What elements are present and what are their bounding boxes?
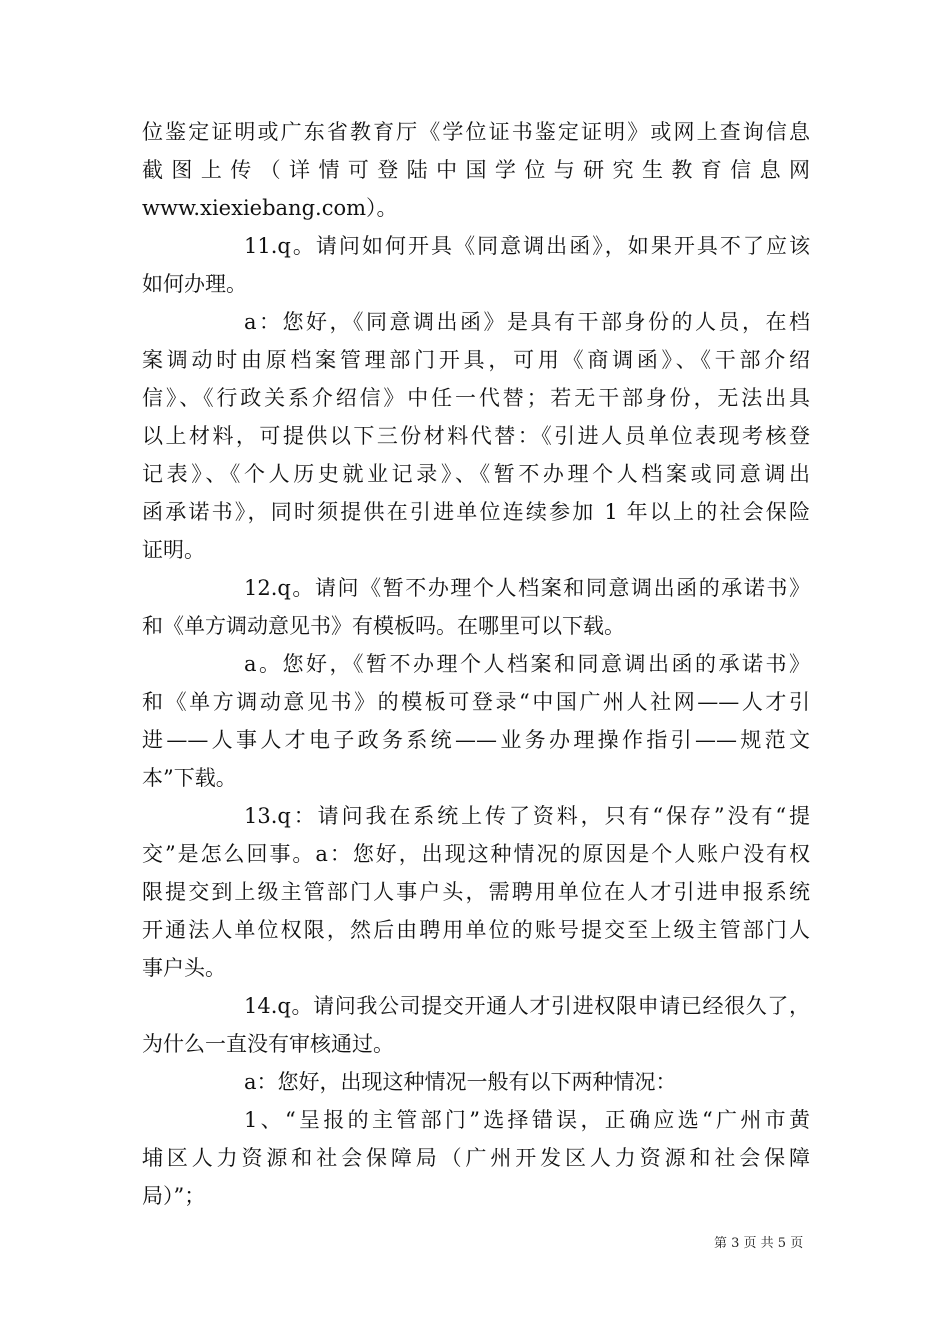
text-line: 位鉴定证明或广东省教育厅《学位证书鉴定证明》或网上查询信息 <box>142 120 810 144</box>
text-line: 12.q。请问《暂不办理个人档案和同意调出函的承诺书》 <box>244 576 810 600</box>
paragraph-answer-11 <box>142 303 810 569</box>
text-line: 进——人事人才电子政务系统——业务办理操作指引——规范文 <box>142 728 810 752</box>
paragraph-answer-14-item-1 <box>142 1101 810 1215</box>
paragraph-degree-verification <box>142 113 810 227</box>
text-line: 记表》、《个人历史就业记录》、《暂不办理个人档案或同意调出 <box>142 462 810 486</box>
text-line: 埔区人力资源和社会保障局（广州开发区人力资源和社会保障 <box>142 1146 810 1170</box>
paragraph-question-answer-13 <box>142 797 810 987</box>
text-line: www.xiexiebang.com）。 <box>142 196 398 220</box>
text-line: 限提交到上级主管部门人事户头，需聘用单位在人才引进申报系统 <box>142 880 810 904</box>
page-number-footer: 第 3 页 共 5 页 <box>714 1236 804 1251</box>
text-line: 为什么一直没有审核通过。 <box>142 1032 394 1056</box>
document-body <box>142 113 810 1215</box>
text-line: 如何办理。 <box>142 272 247 296</box>
text-line: 事户头。 <box>142 956 226 980</box>
text-line: a：您好，出现这种情况一般有以下两种情况： <box>244 1070 677 1094</box>
paragraph-question-12 <box>142 569 810 645</box>
text-line: 和《单方调动意见书》有模板吗。在哪里可以下载。 <box>142 614 625 638</box>
text-line: 证明。 <box>142 538 205 562</box>
text-line: 14.q。请问我公司提交开通人才引进权限申请已经很久了， <box>244 994 810 1018</box>
text-line: 和《单方调动意见书》的模板可登录“中国广州人社网——人才引 <box>142 690 810 714</box>
paragraph-answer-14 <box>142 1063 810 1101</box>
text-line: 11.q。请问如何开具《同意调出函》，如果开具不了应该 <box>244 234 810 258</box>
text-line: 1、“呈报的主管部门”选择错误，正确应选“广州市黄 <box>244 1108 810 1132</box>
text-line: 开通法人单位权限，然后由聘用单位的账号提交至上级主管部门人 <box>142 918 810 942</box>
text-line: 局）”； <box>142 1184 206 1208</box>
text-line: 信》、《行政关系介绍信》中任一代替；若无干部身份，无法出具 <box>142 386 810 410</box>
text-line: a：您好，《同意调出函》是具有干部身份的人员，在档 <box>244 310 810 334</box>
text-line: 函承诺书》，同时须提供在引进单位连续参加 1 年以上的社会保险 <box>142 500 810 524</box>
text-line: 13.q：请问我在系统上传了资料，只有“保存”没有“提 <box>244 804 810 828</box>
text-line: 截图上传（详情可登陆中国学位与研究生教育信息网 <box>142 158 810 182</box>
paragraph-answer-12 <box>142 645 810 797</box>
paragraph-question-11 <box>142 227 810 303</box>
text-line: 本”下载。 <box>142 766 237 790</box>
text-line: 以上材料，可提供以下三份材料代替：《引进人员单位表现考核登 <box>142 424 810 448</box>
text-line: 交”是怎么回事。a：您好，出现这种情况的原因是个人账户没有权 <box>142 842 810 866</box>
text-line: a。您好，《暂不办理个人档案和同意调出函的承诺书》 <box>244 652 810 676</box>
paragraph-question-14 <box>142 987 810 1063</box>
text-line: 案调动时由原档案管理部门开具，可用《商调函》、《干部介绍 <box>142 348 810 372</box>
